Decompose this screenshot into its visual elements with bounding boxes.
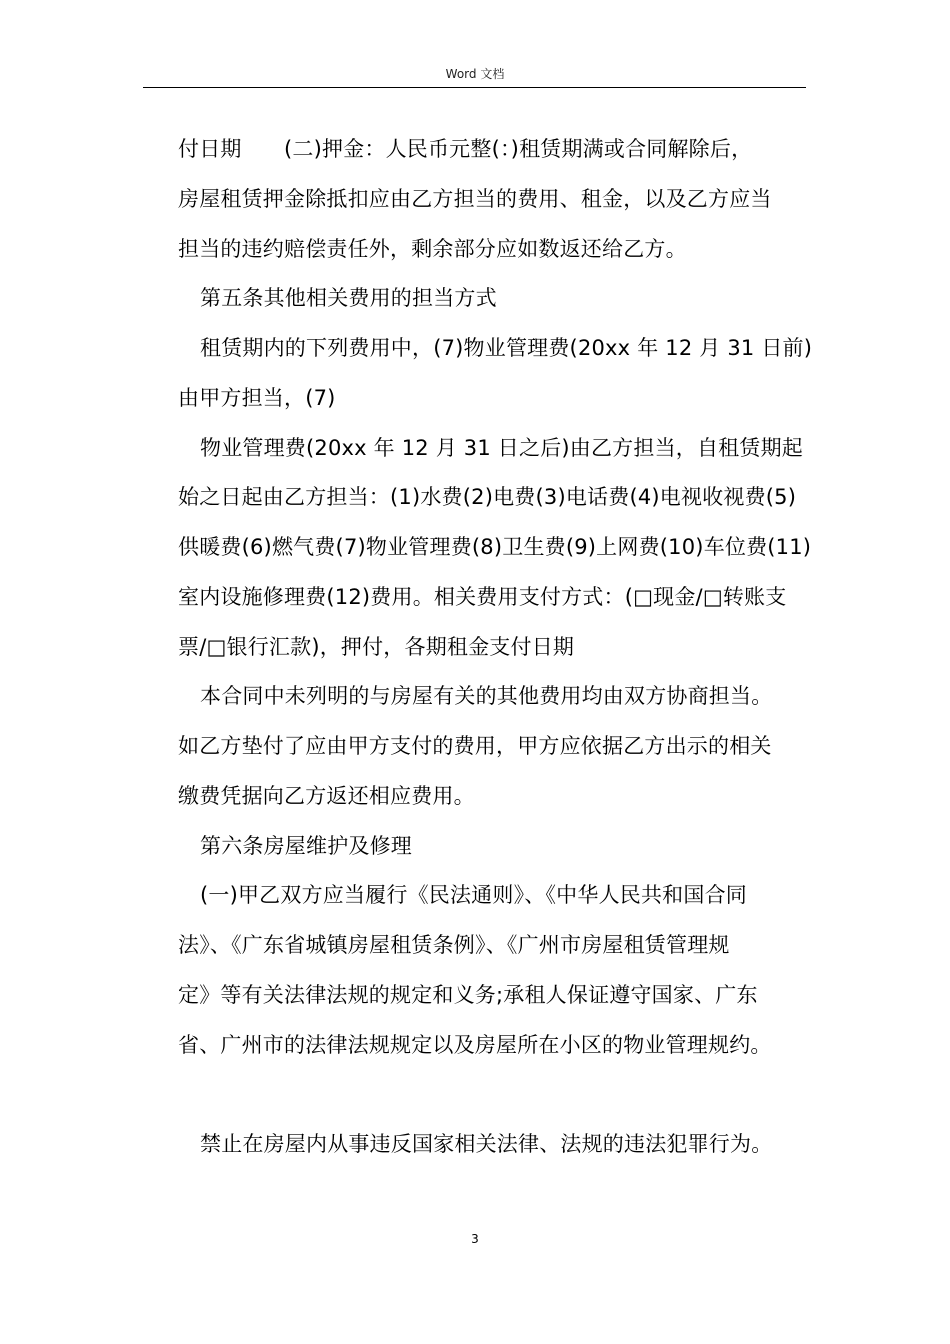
text-line: 由甲方担当，(7): [178, 386, 336, 410]
text-line: 担当的违约赔偿责任外，剩余部分应如数返还给乙方。: [178, 237, 687, 261]
text-line: 定》等有关法律法规的规定和义务;承租人保证遵守国家、广东: [178, 983, 758, 1007]
section-heading: 第六条房屋维护及修理: [200, 834, 412, 858]
page-header: Word 文档: [445, 67, 505, 81]
text-line: 缴费凭据向乙方返还相应费用。: [178, 784, 475, 808]
text-line: 始之日起由乙方担当：(1)水费(2)电费(3)电话费(4)电视收视费(5): [178, 485, 797, 509]
header-divider: [143, 87, 806, 88]
text-line: 物业管理费(20xx 年 12 月 31 日之后)由乙方担当，自租赁期起: [200, 436, 803, 460]
text-line: 法》、《广东省城镇房屋租赁条例》、《广州市房屋租赁管理规: [178, 933, 730, 957]
text-line: 本合同中未列明的与房屋有关的其他费用均由双方协商担当。: [200, 684, 773, 708]
text-line: 租赁期内的下列费用中，(7)物业管理费(20xx 年 12 月 31 日前): [200, 336, 813, 360]
text-line: 室内设施修理费(12)费用。相关费用支付方式：(□现金/□转账支: [178, 585, 787, 609]
text-line: 如乙方垫付了应由甲方支付的费用，甲方应依据乙方出示的相关: [178, 734, 772, 758]
text-line: 付日期 (二)押金：人民币元整(：)租赁期满或合同解除后，: [178, 137, 753, 161]
text-line: 票/□银行汇款)，押付，各期租金支付日期: [178, 635, 575, 659]
text-line: (一)甲乙双方应当履行《民法通则》、《中华人民共和国合同: [200, 883, 747, 907]
text-line: 房屋租赁押金除抵扣应由乙方担当的费用、租金，以及乙方应当: [178, 187, 772, 211]
page-number: 3: [471, 1232, 479, 1246]
section-heading: 第五条其他相关费用的担当方式: [200, 286, 497, 310]
text-line: 供暖费(6)燃气费(7)物业管理费(8)卫生费(9)上网费(10)车位费(11): [178, 535, 812, 559]
text-line: 禁止在房屋内从事违反国家相关法律、法规的违法犯罪行为。: [200, 1132, 773, 1156]
text-line: 省、广州市的法律法规规定以及房屋所在小区的物业管理规约。: [178, 1033, 772, 1057]
